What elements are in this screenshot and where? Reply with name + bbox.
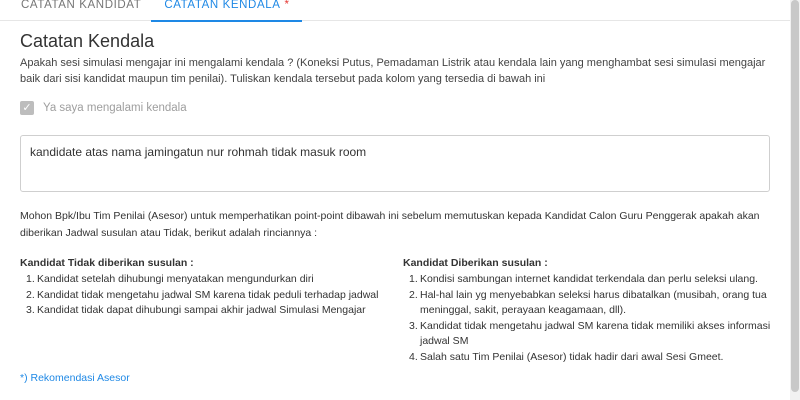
not-given-title: Kandidat Tidak diberikan susulan :	[20, 257, 194, 269]
list-item: 1. Kondisi sambungan internet kandidat terkendala dan perlu seleksi ulang.	[409, 273, 758, 285]
kendala-textarea[interactable]: kandidate atas nama jamingatun nur rohmah tidak masuk room	[20, 135, 770, 192]
not-given-list	[20, 272, 403, 319]
list-item: 2. Kandidat tidak mengetahu jadwal SM karena tidak peduli terhadap jadwal	[26, 288, 379, 301]
scrollbar-track[interactable]	[790, 0, 800, 400]
page-title: Catatan Kendala	[20, 31, 155, 51]
tab-bar	[0, 0, 790, 21]
tab-label: CATATAN KANDIDAT	[21, 0, 142, 11]
kendala-checkbox[interactable]	[20, 101, 34, 115]
list-item: 2. Hal-hal lain yg menyebabkan seleksi harus dibatalkan (musibah, orang tua meninggal, sakit, perayaan keagamaan, dll).	[409, 288, 767, 316]
list-item: 1. Kandidat setelah dihubungi menyatakan mengundurkan diri	[26, 273, 314, 285]
rekomendasi-asesor-link[interactable]: *) Rekomendasi Asesor	[20, 372, 130, 384]
given-column	[403, 257, 773, 365]
kendala-checkbox-row[interactable]	[20, 99, 770, 117]
given-list	[403, 272, 773, 365]
check-icon: ✓	[22, 102, 32, 114]
list-item: 3. Kandidat tidak mengetahu jadwal SM karena tidak memiliki akses informasi jadwal SM	[409, 319, 771, 347]
tab-label: CATATAN KENDALA	[164, 0, 281, 11]
section-description: Apakah sesi simulasi mengajar ini mengalami kendala ? (Koneksi Putus, Pemadaman Listrik atau kendala lain yang menghambat sesi simulasi mengajar baik dari sisi kandidat maupun tim penilai). Tuliskan kendala tersebut pada kolom yang tersedia di bawah ini	[20, 57, 766, 85]
notice-text: Mohon Bpk/Ibu Tim Penilai (Asesor) untuk memperhatikan point-point dibawah ini sebelum memutuskan kepada Kandidat Calon Guru Penggerak apakah akan diberikan Jadwal susulan atau Tidak, berikut adalah rinciannya :	[20, 210, 760, 239]
kendala-checkbox-label: Ya saya mengalami kendala	[43, 102, 187, 114]
list-item: 4. Salah satu Tim Penilai (Asesor) tidak hadir dari awal Sesi Gmeet.	[409, 350, 724, 363]
tab-catatan-kendala[interactable]	[151, 0, 301, 21]
tab-catatan-kandidat[interactable]	[0, 0, 151, 21]
catatan-kendala-section	[20, 30, 770, 192]
list-item: 3. Kandidat tidak dapat dihubungi sampai akhir jadwal Simulasi Mengajar	[26, 304, 366, 316]
required-asterisk: *	[284, 0, 290, 11]
not-given-column	[20, 257, 403, 365]
given-title: Kandidat Diberikan susulan :	[403, 257, 548, 269]
criteria-columns	[20, 257, 780, 365]
scrollbar-thumb[interactable]	[791, 0, 799, 392]
